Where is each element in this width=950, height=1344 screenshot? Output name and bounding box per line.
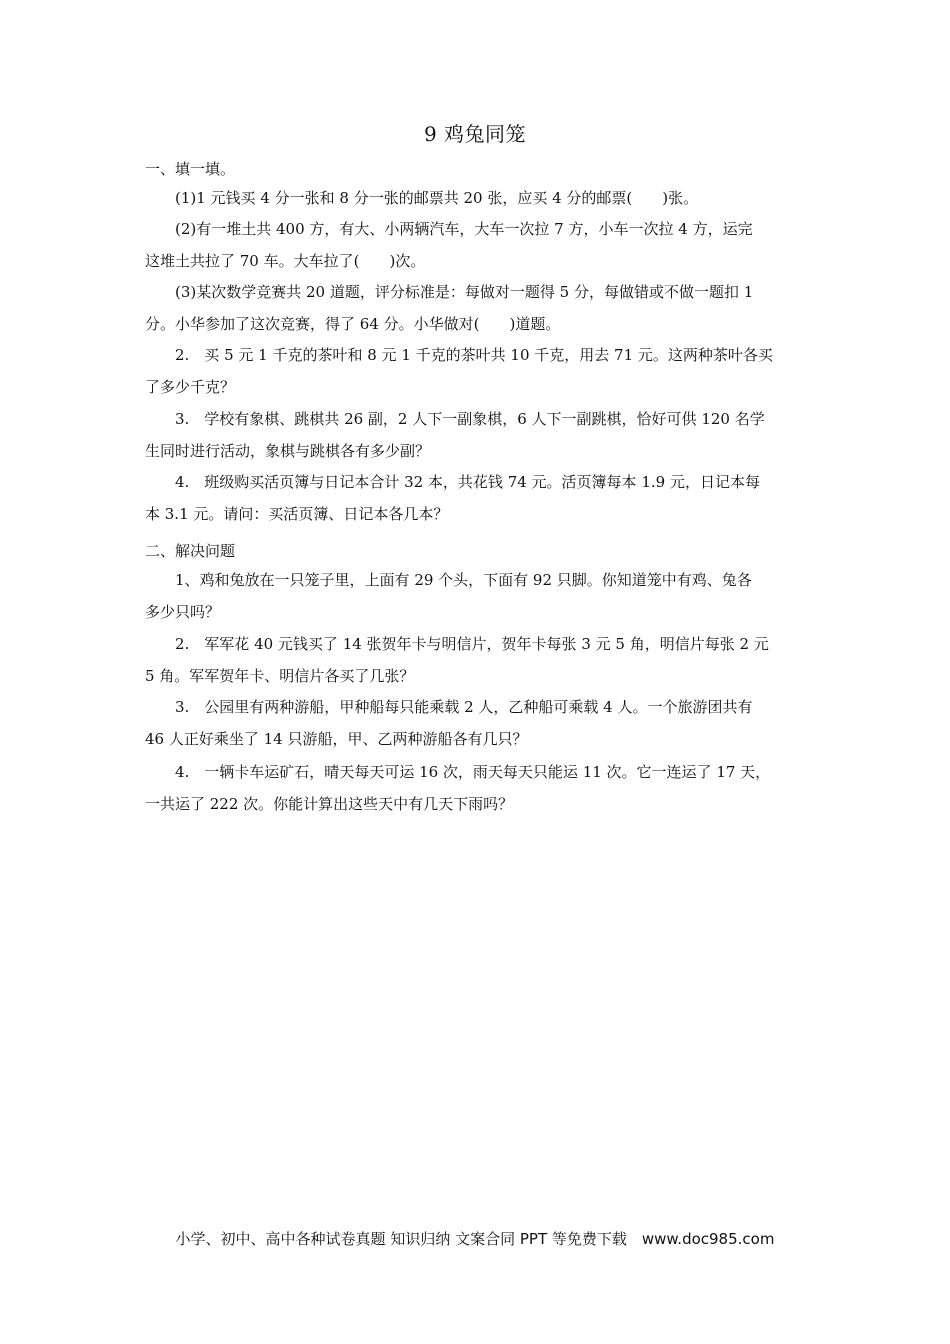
question-line: 3. 学校有象棋、跳棋共 26 副，2 人下一副象棋，6 人下一副跳棋，恰好可供 120 名学 xyxy=(175,410,765,428)
question-line-continued: 5 角。军军贺年卡、明信片各买了几张？ xyxy=(145,667,415,685)
question-line-continued: 生同时进行活动，象棋与跳棋各有多少副？ xyxy=(145,442,431,460)
question-line-continued: 这堆土共拉了 70 车。大车拉了( )次。 xyxy=(145,252,426,270)
question-line-continued: 了多少千克？ xyxy=(145,378,236,396)
question-1-2 xyxy=(145,213,805,277)
problem-4 xyxy=(145,756,805,820)
question-line-continued: 一共运了 222 次。你能计算出这些天中有几天下雨吗？ xyxy=(145,795,514,813)
page-title: 9 鸡兔同笼 xyxy=(423,122,527,146)
section-heading-solve-problems: 二、解决问题 xyxy=(145,542,236,560)
question-line: 2. 买 5 元 1 千克的茶叶和 8 元 1 千克的茶叶共 10 千克，用去 71 元。这两种茶叶各买 xyxy=(175,346,773,364)
problem-1 xyxy=(145,564,805,628)
question-line: 3. 公园里有两种游船，甲种船每只能乘载 2 人，乙种船可乘载 4 人。一个旅游团共有 xyxy=(175,698,753,716)
problem-2 xyxy=(145,628,805,692)
question-2 xyxy=(145,339,805,403)
problem-3 xyxy=(145,691,805,755)
question-line: (1)1 元钱买 4 分一张和 8 分一张的邮票共 20 张，应买 4 分的邮票( )张。 xyxy=(175,189,699,207)
question-line: (3)某次数学竞赛共 20 道题，评分标准是：每做对一题得 5 分，每做错或不做一题扣 1 xyxy=(175,283,754,301)
question-line: 4. 一辆卡车运矿石，晴天每天可运 16 次，雨天每天只能运 11 次。它一连运了 17 天， xyxy=(175,763,771,781)
footer-banner: 小学、初中、高中各种试卷真题 知识归纳 文案合同 PPT 等免费下载 www.doc985.com xyxy=(175,1230,775,1248)
question-1-1 xyxy=(145,182,805,214)
question-line-continued: 46 人正好乘坐了 14 只游船，甲、乙两种游船各有几只？ xyxy=(145,730,528,748)
section-heading-fill-in: 一、填一填。 xyxy=(145,160,236,178)
question-line: 1、鸡和兔放在一只笼子里，上面有 29 个头，下面有 92 只脚。你知道笼中有鸡、兔各 xyxy=(175,571,752,589)
question-4 xyxy=(145,466,805,530)
question-line: 2. 军军花 40 元钱买了 14 张贺年卡与明信片，贺年卡每张 3 元 5 角，明信片每张 2 元 xyxy=(175,635,769,653)
question-line: 4. 班级购买活页簿与日记本合计 32 本，共花钱 74 元。活页簿每本 1.9 元，日记本每 xyxy=(175,473,760,491)
question-1-3 xyxy=(145,276,805,340)
question-line-continued: 本 3.1 元。请问：买活页簿、日记本各几本？ xyxy=(145,505,449,523)
question-line-continued: 多少只吗？ xyxy=(145,603,221,621)
question-3 xyxy=(145,403,805,467)
question-line: (2)有一堆土共 400 方，有大、小两辆汽车，大车一次拉 7 方，小车一次拉 4 方，运完 xyxy=(175,220,753,238)
question-line-continued: 分。小华参加了这次竞赛，得了 64 分。小华做对( )道题。 xyxy=(145,315,561,333)
